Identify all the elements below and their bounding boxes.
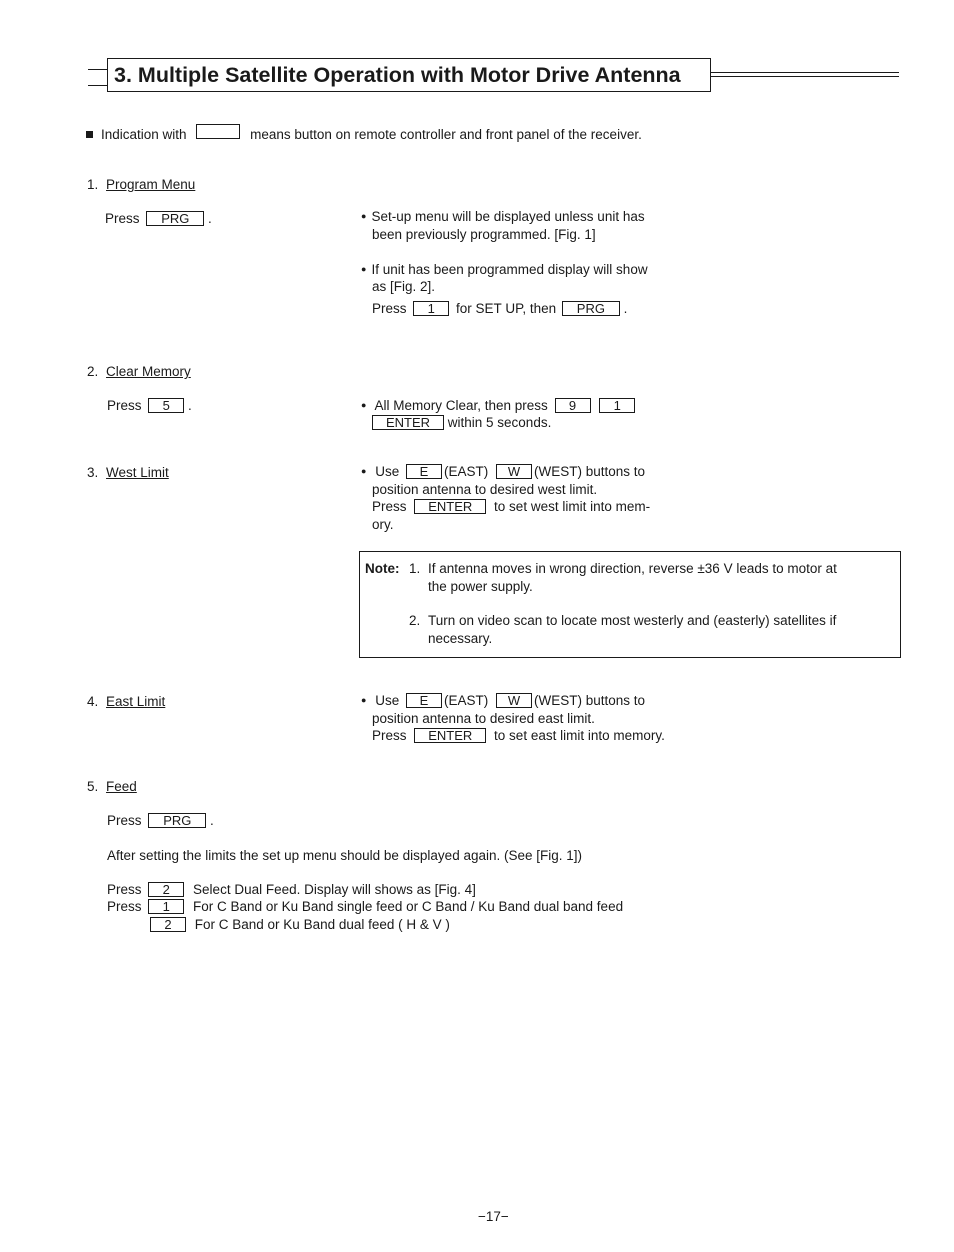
section-number: 4. [87,694,99,709]
section-5-after: After setting the limits the set up menu should be displayed again. (See [Fig. 1]) [107,848,583,863]
prg-key: PRG [146,211,204,226]
section-number: 3. [87,465,99,480]
button-indicator-icon [196,124,240,139]
section-title: Clear Memory [106,364,191,379]
key-2: 2 [148,882,184,897]
section-1-bullet-2-line-3: Press 1 for SET UP, then PRG . [372,301,628,316]
key-e: E [406,464,442,479]
set-text: to set east limit into memory. [494,728,665,743]
section-number: 5. [87,779,99,794]
note-1-line-1: If antenna moves in wrong direction, reverse ±36 V leads to motor at [428,561,837,576]
section-5-heading [87,778,137,796]
press-label: Press [107,813,142,828]
set-text: to set west limit into mem- [494,499,651,514]
note-label: Note: [365,561,400,576]
bullet-text: If unit has been programmed display will show [371,262,648,277]
press-label: Press [107,882,142,897]
press-label: Press [372,301,407,316]
press-label: Press [107,899,142,914]
intro-suffix: means button on remote controller and front panel of the receiver. [250,127,642,142]
option-text: Select Dual Feed. Display will shows as [Fig. 4] [193,882,476,897]
use-label: Use [375,693,400,708]
square-bullet-icon [86,131,93,138]
prg-key: PRG [148,813,206,828]
note-1-line-2: the power supply. [428,579,533,594]
west-label: (WEST) buttons to [534,693,646,708]
key-5: 5 [148,398,184,413]
key-2: 2 [150,917,186,932]
key-1: 1 [148,899,184,914]
section-3-line-2: position antenna to desired west limit. [372,482,598,497]
section-5-press-1 [107,898,623,916]
section-5-press: Press PRG . [107,813,214,828]
within-text: within 5 seconds. [447,415,552,430]
section-3-heading [87,464,169,482]
section-5-press-2 [107,881,476,899]
intro-prefix: Indication with [101,127,187,142]
section-number: 2. [87,364,99,379]
section-4-heading [87,693,165,711]
page-number: −17− [478,1209,509,1224]
enter-key: ENTER [414,499,486,514]
note-2-number: 2. [409,613,421,628]
key-1: 1 [599,398,635,413]
option-text: For C Band or Ku Band single feed or C Band / Ku Band dual band feed [193,899,624,914]
note-2-line-1: Turn on video scan to locate most westerly and (easterly) satellites if [428,613,837,628]
key-w: W [496,464,532,479]
section-3-line-4: ory. [372,517,394,532]
key-e: E [406,693,442,708]
section-number: 1. [87,177,99,192]
option-text: For C Band or Ku Band dual feed ( H & V ) [194,917,450,932]
title-left-rule-bottom [88,85,107,86]
note-1-number: 1. [409,561,421,576]
section-title: East Limit [106,694,166,709]
east-label: (EAST) [443,464,489,479]
section-4-line-2: position antenna to desired east limit. [372,711,595,726]
use-label: Use [375,464,400,479]
key-1: 1 [413,301,449,316]
section-2-press: Press 5 . [107,398,192,413]
bullet-text: Set-up menu will be displayed unless unit has [371,209,645,224]
enter-key: ENTER [372,415,444,430]
section-3-line-3 [372,498,650,516]
section-4-line-3 [372,727,665,745]
intro-line [86,124,642,144]
enter-key: ENTER [414,728,486,743]
section-1-press: Press PRG . [105,211,212,226]
section-4-line-1 [361,692,645,712]
bullet-text: All Memory Clear, then press [374,398,548,413]
section-title: Feed [106,779,137,794]
press-label: Press [372,499,407,514]
press-label: Press [105,211,140,226]
title-right-rule-top [711,72,899,73]
section-3-line-1 [361,463,645,483]
section-title: Program Menu [106,177,196,192]
section-1-bullet-1-line-2: been previously programmed. [Fig. 1] [372,227,596,242]
press-label: Press [372,728,407,743]
key-w: W [496,693,532,708]
section-2-bullet-line-2 [372,414,551,432]
note-2-line-2: necessary. [428,631,493,646]
east-label: (EAST) [443,693,489,708]
page-title: 3. Multiple Satellite Operation with Motor Drive Antenna [114,63,681,87]
prg-key: PRG [562,301,620,316]
press-label: Press [107,398,142,413]
section-title: West Limit [106,465,169,480]
key-9: 9 [555,398,591,413]
section-5-press-2b [150,916,450,934]
west-label: (WEST) buttons to [534,464,646,479]
section-1-heading [87,176,195,194]
section-1-bullet-1-line-1 [361,208,645,228]
section-2-heading [87,363,191,381]
title-right-rule-bottom [711,76,899,77]
setup-text: for SET UP, then [456,301,557,316]
section-1-bullet-2-line-2: as [Fig. 2]. [372,279,436,294]
title-left-rule-top [88,69,107,70]
